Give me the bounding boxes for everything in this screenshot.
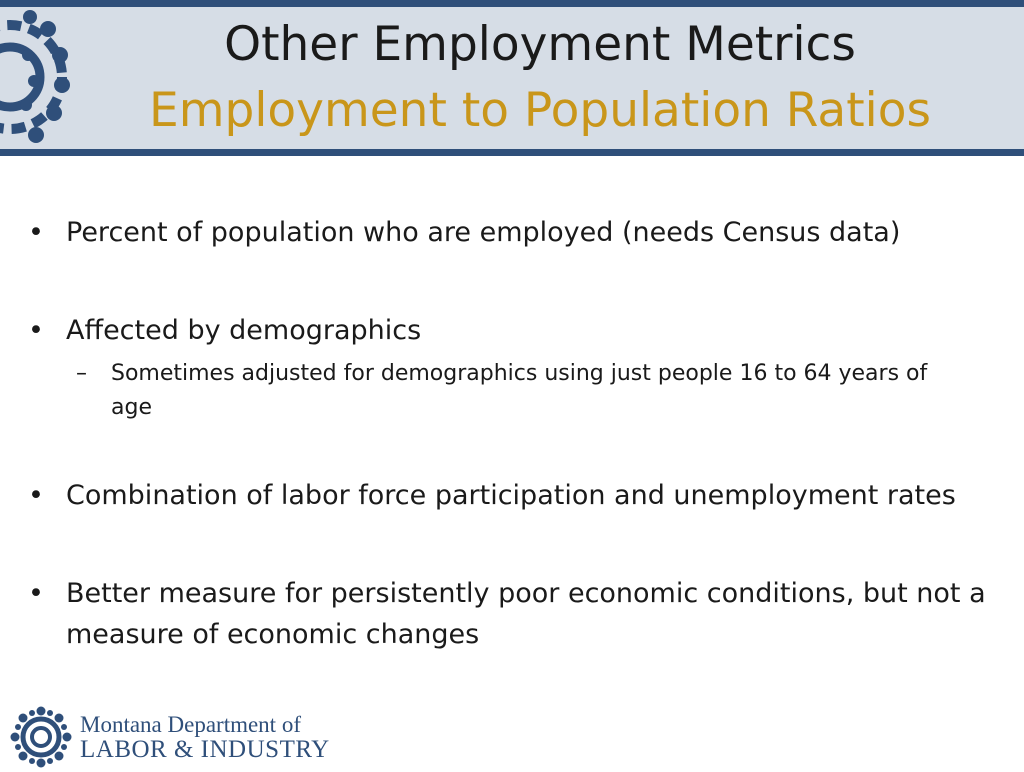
slide-title: Other Employment Metrics — [224, 17, 856, 72]
bullet-text: Affected by demographics — [66, 315, 422, 346]
footer-org-line1: Montana Department of — [80, 712, 301, 737]
bullet-marker: • — [28, 480, 44, 511]
dept-gear-logo-icon — [10, 706, 72, 768]
footer-org-line2: LABOR & INDUSTRY — [80, 736, 330, 763]
sub-bullet-marker: – — [76, 361, 87, 386]
bullet-marker: • — [28, 315, 44, 346]
bullet-text: Percent of population who are employed (needs Census data) — [66, 217, 901, 248]
bullet-text: Combination of labor force participation and unemployment rates — [66, 480, 956, 511]
sub-bullet-text: Sometimes adjusted for demographics using just people 16 to 64 years of age — [111, 361, 928, 420]
slide-subtitle: Employment to Population Ratios — [149, 83, 931, 138]
bullet-marker: • — [28, 217, 44, 248]
bullet-marker: • — [28, 578, 44, 609]
bullet-text: Better measure for persistently poor economic conditions, but not a measure of economic changes — [66, 578, 986, 650]
